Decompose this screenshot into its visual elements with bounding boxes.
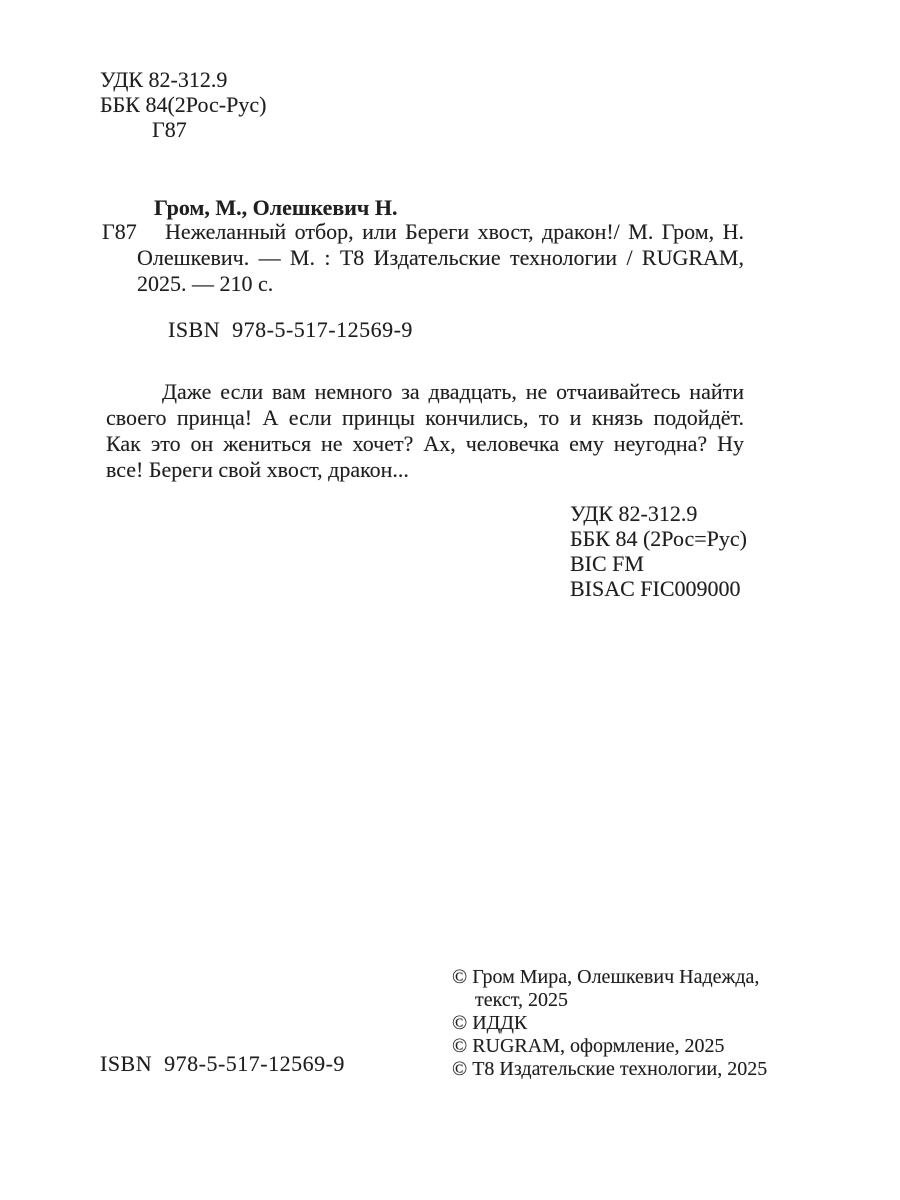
entry-line: Олешкевич. — М. : Т8 Издательские технологии / RUGRAM, [137,245,744,270]
copyright-line: © Гром Мира, Олешкевич Надежда, [452,966,760,988]
annotation-line: Даже если вам немного за двадцать, не отчаивайтесь найти [162,379,744,404]
classification-codes-block [570,501,747,601]
entry-line: 2025. — 210 с. [137,271,274,296]
udk-line: УДК 82-312.9 [100,67,228,92]
entry-line: Нежеланный отбор, или Береги хвост, дракон!/ М. Гром, Н. [165,219,744,244]
annotation [106,379,744,483]
copyright-block [452,966,767,1081]
copyright-line: © ИДДК [452,1012,528,1034]
bic-line: BIC FM [570,551,644,576]
author-sign-code: Г87 [152,117,187,142]
top-classification-block [100,67,266,142]
bbk-line: ББК 84(2Рос-Рус) [100,92,267,117]
annotation-line: все! Береги свой хвост, дракон... [106,457,409,482]
copyright-line-continuation: текст, 2025 [475,989,568,1011]
isbn-line-bottom: ISBN 978-5-517-12569-9 [100,1051,345,1076]
bisac-line: BISAC FIC009000 [570,576,741,601]
entry-code: Г87 [102,219,137,244]
isbn-line-top: ISBN 978-5-517-12569-9 [168,317,413,342]
bbk-line-right: ББК 84 (2Рос=Рус) [570,526,747,551]
annotation-line: своего принца! А если принцы кончились, то и князь подойдёт. [106,405,744,430]
copyright-line: © Т8 Издательские технологии, 2025 [452,1058,768,1080]
copyright-line: © RUGRAM, оформление, 2025 [452,1035,725,1057]
catalog-entry [137,219,744,297]
annotation-line: Как это он жениться не хочет? Ах, человечка ему неугодна? Ну [106,431,744,456]
authors-heading: Гром, М., Олешкевич Н. [154,195,398,220]
udk-line-right: УДК 82-312.9 [570,501,698,526]
